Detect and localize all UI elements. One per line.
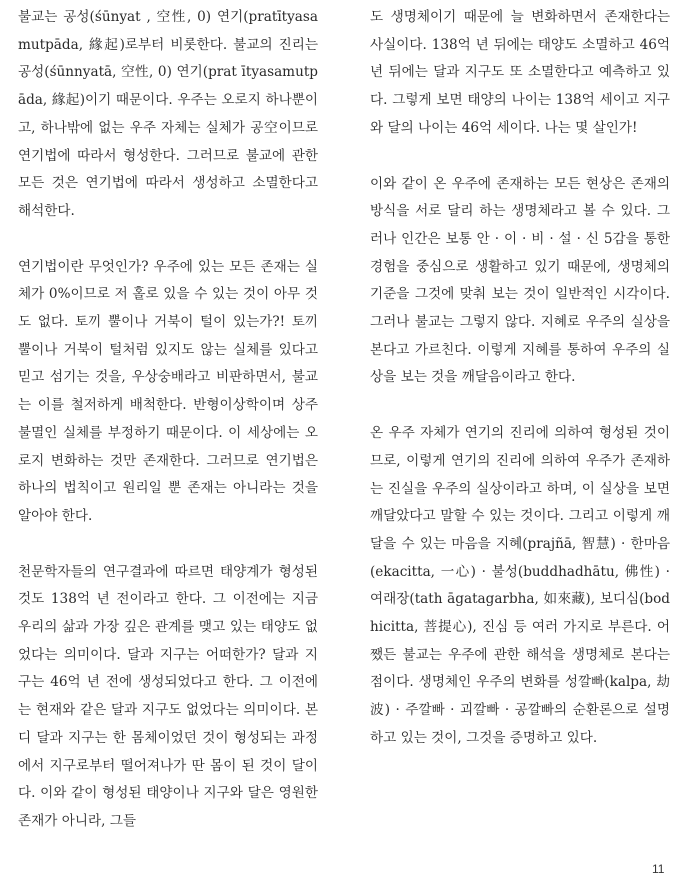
page-number: 11 (652, 862, 665, 876)
paragraph-lifespan: 도 생명체이기 때문에 늘 변화하면서 존재한다는 사실이다. 138억 년 뒤에는 태양도 소멸하고 46억 년 뒤에는 달과 지구도 또 소멸한다고 예측하고 있다. 그렇게 보면 태양의 나이는 138억 세이고 지구와 달의 나이는 46억 세이다. 나는 몇 살인가! (370, 9, 670, 136)
paragraph-astronomy: 천문학자들의 연구결과에 따르면 태양계가 형성된 것도 138억 년 전이라고 한다. 그 이전에는 지금 우리의 삶과 가장 깊은 관계를 맺고 있는 태양도 없었다는 의미이다. 달과 지구는 어떠한가? 달과 지구는 46억 년 전에 생성되었다고 한다. 그 이전에는 현재와 같은 달과 지구도 없었다는 의미이다. 본디 달과 지구는 한 몸체이었던 것이 형성되는 과정에서 지구로부터 떨어져나가 딴 몸이 된 것이 달이다. 이와 같이 형성된 태양이나 지구와 달은 영원한 존재가 아니라, 그들 (18, 563, 319, 829)
paragraph-wisdom: 이와 같이 온 우주에 존재하는 모든 현상은 존재의 방식을 서로 달리 하는 생명체라고 볼 수 있다. 그러나 인간은 보통 안 · 이 · 비 · 설 · 신 5감을 통한 경험을 중심으로 생활하고 있기 때문에, 생명체의 기준을 그것에 맞춰 보는 것이 일반적인 시각이다. 그러나 불교는 그렇지 않다. 지혜로 우주의 실상을 본다고 가르친다. 이렇게 지혜를 통하여 우주의 실상을 보는 것을 깨달음이라고 한다. (370, 175, 670, 386)
paragraph-enlightenment: 온 우주 자체가 연기의 진리에 의하여 형성된 것이므로, 이렇게 연기의 진리에 의하여 우주가 존재하는 진실을 우주의 실상이라고 하며, 이 실상을 보면 깨달았다고 말할 수 있는 것이다. 그리고 이렇게 깨달을 수 있는 마음을 지혜(prajñā, 智慧) · 한마음(ekacitta, 一心) · 불성(buddhadhātu, 佛性) · 여래장(tath āgatagarbha, 如來藏), 보디심(bodhicitta, 菩提心), 진심 등 여러 가지로 부른다. 어쨌든 불교는 우주에 관한 해석을 생명체로 본다는 점이다. 생명체인 우주의 변화를 성깔빠(kalpa, 劫波) · 주깔빠 · 괴깔빠 · 공깔빠의 순환론으로 설명하고 있는 것이, 그것을 증명하고 있다. (370, 425, 670, 746)
left-column (18, 0, 318, 836)
paragraph-sunyata-intro: 불교는 공성(śūnyat , 空性, 0) 연기(pratītyasamutpāda, 緣起)로부터 비롯한다. 불교의 진리는 공성(śūnnyatā, 空性, 0) 연기(prat ītyasamutpāda, 緣起)이기 때문이다. 우주는 오로지 하나뿐이고, 하나밖에 없는 우주 자체는 실체가 공空이므로 연기법에 따라서 형성한다. 그러므로 불교에 관한 모든 것은 연기법에 따라서 생성하고 소멸한다고 해석한다. (18, 9, 318, 219)
right-column (370, 0, 670, 753)
paragraph-dependent-origination: 연기법이란 무엇인가? 우주에 있는 모든 존재는 실체가 0%이므로 저 홀로 있을 수 있는 것이 아무 것도 없다. 토끼 뿔이나 거북이 털이 있는가?! 토끼 뿔이나 거북이 털처럼 있지도 않는 실체를 있다고 믿고 섬기는 것을, 우상숭배라고 비판하면서, 불교는 이를 철저하게 배척한다. 반형이상학이며 상주불멸인 실체를 부정하기 때문이다. 이 세상에는 오로지 변화하는 것만 존재한다. 그러므로 연기법은 하나의 법칙이고 원리일 뿐 존재는 아니라는 것을 알아야 한다. (18, 258, 318, 524)
